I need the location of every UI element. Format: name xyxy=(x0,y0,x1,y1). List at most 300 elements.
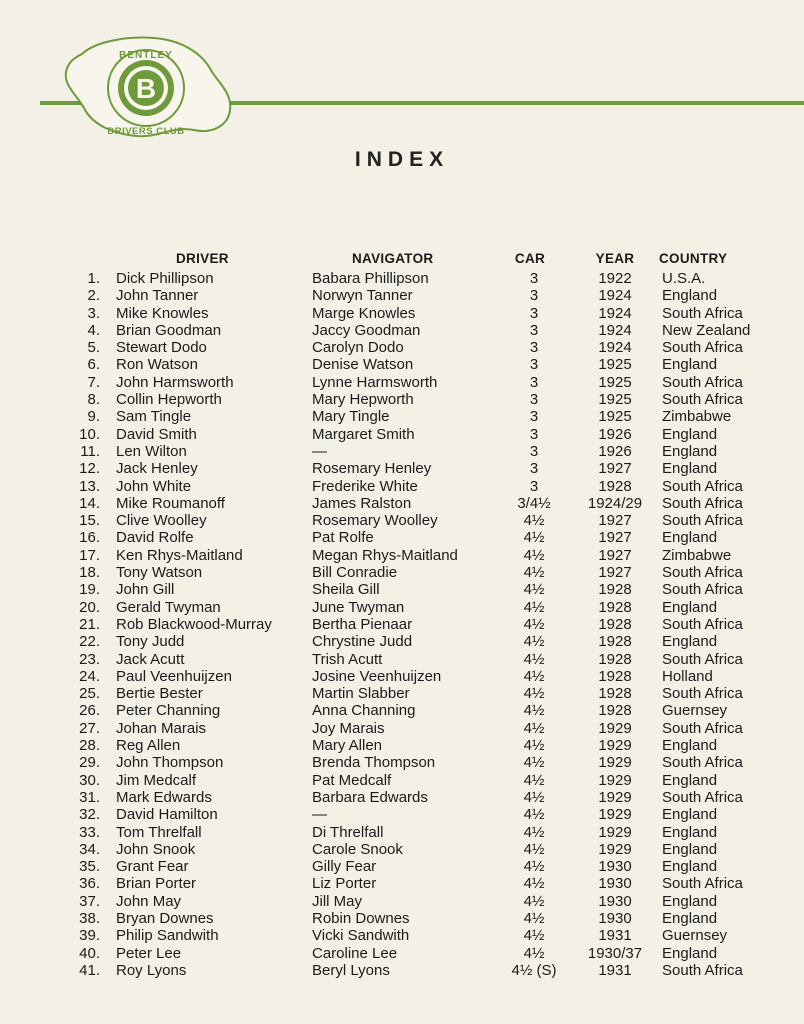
country: South Africa xyxy=(662,581,743,599)
driver-name: Peter Channing xyxy=(116,702,221,720)
driver-name: Tony Watson xyxy=(116,564,203,582)
country: England xyxy=(662,737,718,755)
driver-name: John Snook xyxy=(116,840,196,858)
country: South Africa xyxy=(662,650,743,668)
car-year: 1931 xyxy=(598,927,632,945)
navigator-name: Margaret Smith xyxy=(312,425,415,443)
table-body xyxy=(0,270,804,979)
car-type: 3/4½ xyxy=(517,494,551,512)
country: England xyxy=(662,425,718,443)
table-row xyxy=(0,927,804,944)
navigator-name: Bertha Pienaar xyxy=(312,615,413,633)
row-number: 28. xyxy=(79,737,100,755)
table-row xyxy=(0,668,804,685)
row-number: 30. xyxy=(79,771,100,789)
driver-name: Bertie Bester xyxy=(116,685,203,703)
table-row xyxy=(0,564,804,581)
country: South Africa xyxy=(662,512,743,530)
country: England xyxy=(662,356,718,374)
table-row xyxy=(0,910,804,927)
navigator-name: Bill Conradie xyxy=(312,564,398,582)
driver-name: Mike Knowles xyxy=(116,304,209,322)
table-row xyxy=(0,806,804,823)
car-type: 4½ xyxy=(523,771,545,789)
country: U.S.A. xyxy=(662,270,706,287)
car-year: 1924/29 xyxy=(587,494,643,512)
car-year: 1927 xyxy=(598,564,632,582)
car-year: 1929 xyxy=(598,754,632,772)
car-year: 1928 xyxy=(598,598,632,616)
driver-name: Grant Fear xyxy=(116,858,189,876)
navigator-name: June Twyman xyxy=(312,598,405,616)
header-year: YEAR xyxy=(595,251,635,266)
country: South Africa xyxy=(662,477,743,495)
table-row xyxy=(0,945,804,962)
country: England xyxy=(662,840,718,858)
navigator-name: Rosemary Henley xyxy=(312,460,432,478)
row-number: 13. xyxy=(79,477,100,495)
driver-name: Mike Roumanoff xyxy=(116,494,225,512)
car-year: 1928 xyxy=(598,667,632,685)
bentley-drivers-club-logo-icon xyxy=(62,34,234,142)
car-year: 1928 xyxy=(598,633,632,651)
country: England xyxy=(662,529,718,547)
table-row xyxy=(0,408,804,425)
car-year: 1925 xyxy=(598,408,632,426)
row-number: 9. xyxy=(87,408,100,426)
car-type: 3 xyxy=(529,287,539,305)
table-row xyxy=(0,841,804,858)
country: England xyxy=(662,460,718,478)
car-year: 1930/37 xyxy=(587,944,643,962)
driver-name: Ron Watson xyxy=(116,356,198,374)
country: England xyxy=(662,823,718,841)
country: South Africa xyxy=(662,373,743,391)
driver-name: Tom Threlfall xyxy=(116,823,202,841)
car-year: 1927 xyxy=(598,460,632,478)
driver-name: Gerald Twyman xyxy=(116,598,221,616)
row-number: 26. xyxy=(79,702,100,720)
navigator-name: Trish Acutt xyxy=(312,650,383,668)
driver-name: Len Wilton xyxy=(116,442,187,460)
country: South Africa xyxy=(662,719,743,737)
logo-letter: B xyxy=(135,73,157,104)
driver-name: David Rolfe xyxy=(116,529,194,547)
driver-name: Bryan Downes xyxy=(116,909,214,927)
car-type: 4½ xyxy=(523,667,545,685)
country: South Africa xyxy=(662,875,743,893)
country: New Zealand xyxy=(662,321,751,339)
car-type: 4½ xyxy=(523,529,545,547)
table-row xyxy=(0,789,804,806)
car-type: 4½ xyxy=(523,719,545,737)
row-number: 19. xyxy=(79,581,100,599)
row-number: 14. xyxy=(79,494,100,512)
navigator-name: Frederike White xyxy=(312,477,418,495)
car-year: 1931 xyxy=(598,961,632,979)
row-number: 25. xyxy=(79,685,100,703)
table-row xyxy=(0,858,804,875)
car-type: 4½ xyxy=(523,737,545,755)
table-row xyxy=(0,426,804,443)
row-number: 15. xyxy=(79,512,100,530)
navigator-name: Mary Tingle xyxy=(312,408,390,426)
table-row xyxy=(0,772,804,789)
car-year: 1928 xyxy=(598,615,632,633)
driver-name: Collin Hepworth xyxy=(116,391,222,409)
car-type: 4½ xyxy=(523,909,545,927)
car-year: 1927 xyxy=(598,546,632,564)
car-type: 3 xyxy=(529,304,539,322)
navigator-name: Pat Rolfe xyxy=(312,529,374,547)
country: South Africa xyxy=(662,564,743,582)
navigator-name: James Ralston xyxy=(312,494,412,512)
navigator-name: Mary Allen xyxy=(312,737,383,755)
navigator-name: Brenda Thompson xyxy=(312,754,436,772)
index-table xyxy=(0,250,804,979)
car-year: 1927 xyxy=(598,512,632,530)
car-type: 4½ xyxy=(523,564,545,582)
country: South Africa xyxy=(662,685,743,703)
navigator-name: Babara Phillipson xyxy=(312,270,429,287)
car-type: 3 xyxy=(529,356,539,374)
country: England xyxy=(662,909,718,927)
row-number: 1. xyxy=(87,270,100,287)
country: Guernsey xyxy=(662,927,728,945)
row-number: 3. xyxy=(87,304,100,322)
country: South Africa xyxy=(662,754,743,772)
driver-name: Rob Blackwood-Murray xyxy=(116,615,272,633)
row-number: 11. xyxy=(80,442,100,460)
navigator-name: Carolyn Dodo xyxy=(312,339,404,357)
car-year: 1928 xyxy=(598,477,632,495)
car-year: 1930 xyxy=(598,909,632,927)
table-row xyxy=(0,478,804,495)
car-year: 1929 xyxy=(598,771,632,789)
car-year: 1929 xyxy=(598,823,632,841)
driver-name: Brian Goodman xyxy=(116,321,222,339)
car-type: 3 xyxy=(529,391,539,409)
row-number: 12. xyxy=(79,460,100,478)
navigator-name: Beryl Lyons xyxy=(312,961,390,979)
table-row xyxy=(0,824,804,841)
car-type: 3 xyxy=(529,373,539,391)
car-year: 1929 xyxy=(598,737,632,755)
row-number: 40. xyxy=(79,944,100,962)
table-row xyxy=(0,443,804,460)
table-row xyxy=(0,356,804,373)
navigator-name: Lynne Harmsworth xyxy=(312,373,438,391)
navigator-name: Gilly Fear xyxy=(312,858,377,876)
navigator-name: Robin Downes xyxy=(312,909,410,927)
driver-name: Johan Marais xyxy=(116,719,207,737)
logo-top-text: BENTLEY xyxy=(119,50,173,61)
navigator-name: Rosemary Woolley xyxy=(312,512,438,530)
header-car: CAR xyxy=(514,251,546,266)
driver-name: Clive Woolley xyxy=(116,512,207,530)
row-number: 27. xyxy=(79,719,100,737)
car-year: 1928 xyxy=(598,685,632,703)
car-type: 3 xyxy=(529,339,539,357)
car-type: 4½ xyxy=(523,858,545,876)
row-number: 8. xyxy=(87,391,100,409)
table-row xyxy=(0,720,804,737)
table-row xyxy=(0,702,804,719)
driver-name: John Tanner xyxy=(116,287,199,305)
header-country: COUNTRY xyxy=(659,251,728,266)
car-year: 1926 xyxy=(598,442,632,460)
row-number: 10. xyxy=(79,425,100,443)
car-year: 1924 xyxy=(598,339,632,357)
country: England xyxy=(662,944,718,962)
country: South Africa xyxy=(662,961,743,979)
driver-name: Jack Henley xyxy=(116,460,198,478)
country: England xyxy=(662,892,718,910)
country: South Africa xyxy=(662,391,743,409)
country: Holland xyxy=(662,667,713,685)
navigator-name: Carole Snook xyxy=(312,840,403,858)
row-number: 5. xyxy=(87,339,100,357)
car-type: 4½ xyxy=(523,598,545,616)
table-row xyxy=(0,305,804,322)
car-type: 4½ xyxy=(523,806,545,824)
driver-name: John May xyxy=(116,892,182,910)
driver-name: Reg Allen xyxy=(116,737,181,755)
navigator-name: Di Threlfall xyxy=(312,823,384,841)
navigator-name: Vicki Sandwith xyxy=(312,927,410,945)
row-number: 21. xyxy=(79,615,100,633)
row-number: 23. xyxy=(79,650,100,668)
navigator-name: Jaccy Goodman xyxy=(312,321,421,339)
table-row xyxy=(0,754,804,771)
country: England xyxy=(662,442,718,460)
row-number: 32. xyxy=(79,806,100,824)
table-header xyxy=(0,250,804,270)
navigator-name: — xyxy=(312,806,327,824)
car-year: 1928 xyxy=(598,650,632,668)
navigator-name: Jill May xyxy=(312,892,363,910)
driver-name: Stewart Dodo xyxy=(116,339,207,357)
table-row xyxy=(0,962,804,979)
row-number: 41. xyxy=(79,961,100,979)
car-type: 4½ xyxy=(523,840,545,858)
row-number: 4. xyxy=(87,321,100,339)
row-number: 2. xyxy=(87,287,100,305)
row-number: 16. xyxy=(79,529,100,547)
row-number: 37. xyxy=(79,892,100,910)
table-row xyxy=(0,512,804,529)
car-type: 3 xyxy=(529,442,539,460)
car-type: 4½ xyxy=(523,927,545,945)
car-year: 1930 xyxy=(598,892,632,910)
car-year: 1928 xyxy=(598,581,632,599)
car-year: 1928 xyxy=(598,702,632,720)
country: England xyxy=(662,598,718,616)
country: England xyxy=(662,287,718,305)
country: South Africa xyxy=(662,788,743,806)
car-type: 4½ xyxy=(523,892,545,910)
car-year: 1930 xyxy=(598,875,632,893)
car-type: 3 xyxy=(529,408,539,426)
row-number: 17. xyxy=(79,546,100,564)
car-year: 1929 xyxy=(598,806,632,824)
table-row xyxy=(0,391,804,408)
car-type: 3 xyxy=(529,270,539,287)
car-type: 3 xyxy=(529,477,539,495)
car-type: 3 xyxy=(529,460,539,478)
table-row xyxy=(0,287,804,304)
table-row xyxy=(0,685,804,702)
logo-bottom-text: DRIVERS CLUB xyxy=(107,126,185,137)
table-row xyxy=(0,581,804,598)
table-row xyxy=(0,893,804,910)
car-year: 1929 xyxy=(598,788,632,806)
car-year: 1926 xyxy=(598,425,632,443)
car-year: 1930 xyxy=(598,858,632,876)
driver-name: John Gill xyxy=(116,581,175,599)
navigator-name: Josine Veenhuijzen xyxy=(312,667,442,685)
table-row xyxy=(0,875,804,892)
country: South Africa xyxy=(662,494,743,512)
car-type: 3 xyxy=(529,321,539,339)
table-row xyxy=(0,599,804,616)
driver-name: Roy Lyons xyxy=(116,961,187,979)
driver-name: Jack Acutt xyxy=(116,650,185,668)
country: South Africa xyxy=(662,304,743,322)
driver-name: David Smith xyxy=(116,425,197,443)
row-number: 31. xyxy=(79,788,100,806)
driver-name: John Thompson xyxy=(116,754,224,772)
row-number: 34. xyxy=(79,840,100,858)
table-row xyxy=(0,270,804,287)
row-number: 20. xyxy=(79,598,100,616)
row-number: 6. xyxy=(87,356,100,374)
driver-name: John Harmsworth xyxy=(116,373,234,391)
row-number: 7. xyxy=(87,373,100,391)
header-driver: DRIVER xyxy=(176,251,229,266)
navigator-name: Chrystine Judd xyxy=(312,633,413,651)
driver-name: Brian Porter xyxy=(116,875,197,893)
driver-name: David Hamilton xyxy=(116,806,218,824)
country: Zimbabwe xyxy=(662,408,732,426)
table-row xyxy=(0,460,804,477)
car-year: 1924 xyxy=(598,321,632,339)
navigator-name: Barbara Edwards xyxy=(312,788,428,806)
driver-name: Peter Lee xyxy=(116,944,182,962)
country: South Africa xyxy=(662,339,743,357)
country: England xyxy=(662,858,718,876)
navigator-name: Martin Slabber xyxy=(312,685,410,703)
navigator-name: Marge Knowles xyxy=(312,304,416,322)
car-year: 1925 xyxy=(598,391,632,409)
country: England xyxy=(662,771,718,789)
row-number: 38. xyxy=(79,909,100,927)
car-type: 4½ xyxy=(523,754,545,772)
row-number: 22. xyxy=(79,633,100,651)
table-row xyxy=(0,547,804,564)
header-navigator: NAVIGATOR xyxy=(352,251,434,266)
row-number: 29. xyxy=(79,754,100,772)
row-number: 18. xyxy=(79,564,100,582)
car-year: 1927 xyxy=(598,529,632,547)
car-type: 3 xyxy=(529,425,539,443)
table-row xyxy=(0,529,804,546)
navigator-name: Megan Rhys-Maitland xyxy=(312,546,458,564)
driver-name: Sam Tingle xyxy=(116,408,192,426)
car-type: 4½ xyxy=(523,944,545,962)
navigator-name: Liz Porter xyxy=(312,875,377,893)
driver-name: Jim Medcalf xyxy=(116,771,197,789)
car-type: 4½ xyxy=(523,546,545,564)
car-year: 1929 xyxy=(598,840,632,858)
country: Zimbabwe xyxy=(662,546,732,564)
navigator-name: Joy Marais xyxy=(312,719,385,737)
page-title: INDEX xyxy=(354,148,450,171)
table-row xyxy=(0,737,804,754)
driver-name: Tony Judd xyxy=(116,633,185,651)
row-number: 39. xyxy=(79,927,100,945)
driver-name: Ken Rhys-Maitland xyxy=(116,546,243,564)
table-row xyxy=(0,322,804,339)
row-number: 33. xyxy=(79,823,100,841)
navigator-name: Mary Hepworth xyxy=(312,391,414,409)
car-type: 4½ xyxy=(523,875,545,893)
table-row xyxy=(0,616,804,633)
header-rule-right xyxy=(222,101,804,105)
table-row xyxy=(0,633,804,650)
driver-name: Philip Sandwith xyxy=(116,927,219,945)
table-row xyxy=(0,374,804,391)
car-type: 4½ (S) xyxy=(511,961,557,979)
car-type: 4½ xyxy=(523,633,545,651)
driver-name: Dick Phillipson xyxy=(116,270,214,287)
car-type: 4½ xyxy=(523,615,545,633)
car-type: 4½ xyxy=(523,650,545,668)
navigator-name: — xyxy=(312,442,327,460)
row-number: 36. xyxy=(79,875,100,893)
car-type: 4½ xyxy=(523,788,545,806)
driver-name: Paul Veenhuijzen xyxy=(116,667,232,685)
country: South Africa xyxy=(662,615,743,633)
country: England xyxy=(662,806,718,824)
car-year: 1924 xyxy=(598,304,632,322)
driver-name: John White xyxy=(116,477,192,495)
table-row xyxy=(0,339,804,356)
car-type: 4½ xyxy=(523,581,545,599)
table-row xyxy=(0,651,804,668)
car-year: 1929 xyxy=(598,719,632,737)
driver-name: Mark Edwards xyxy=(116,788,212,806)
car-year: 1922 xyxy=(598,270,632,287)
car-type: 4½ xyxy=(523,685,545,703)
country: England xyxy=(662,633,718,651)
table-row xyxy=(0,495,804,512)
navigator-name: Pat Medcalf xyxy=(312,771,392,789)
car-type: 4½ xyxy=(523,823,545,841)
navigator-name: Sheila Gill xyxy=(312,581,380,599)
car-type: 4½ xyxy=(523,702,545,720)
row-number: 35. xyxy=(79,858,100,876)
country: Guernsey xyxy=(662,702,728,720)
navigator-name: Anna Channing xyxy=(312,702,416,720)
car-year: 1924 xyxy=(598,287,632,305)
row-number: 24. xyxy=(79,667,100,685)
navigator-name: Denise Watson xyxy=(312,356,414,374)
car-year: 1925 xyxy=(598,356,632,374)
navigator-name: Norwyn Tanner xyxy=(312,287,413,305)
car-type: 4½ xyxy=(523,512,545,530)
navigator-name: Caroline Lee xyxy=(312,944,398,962)
